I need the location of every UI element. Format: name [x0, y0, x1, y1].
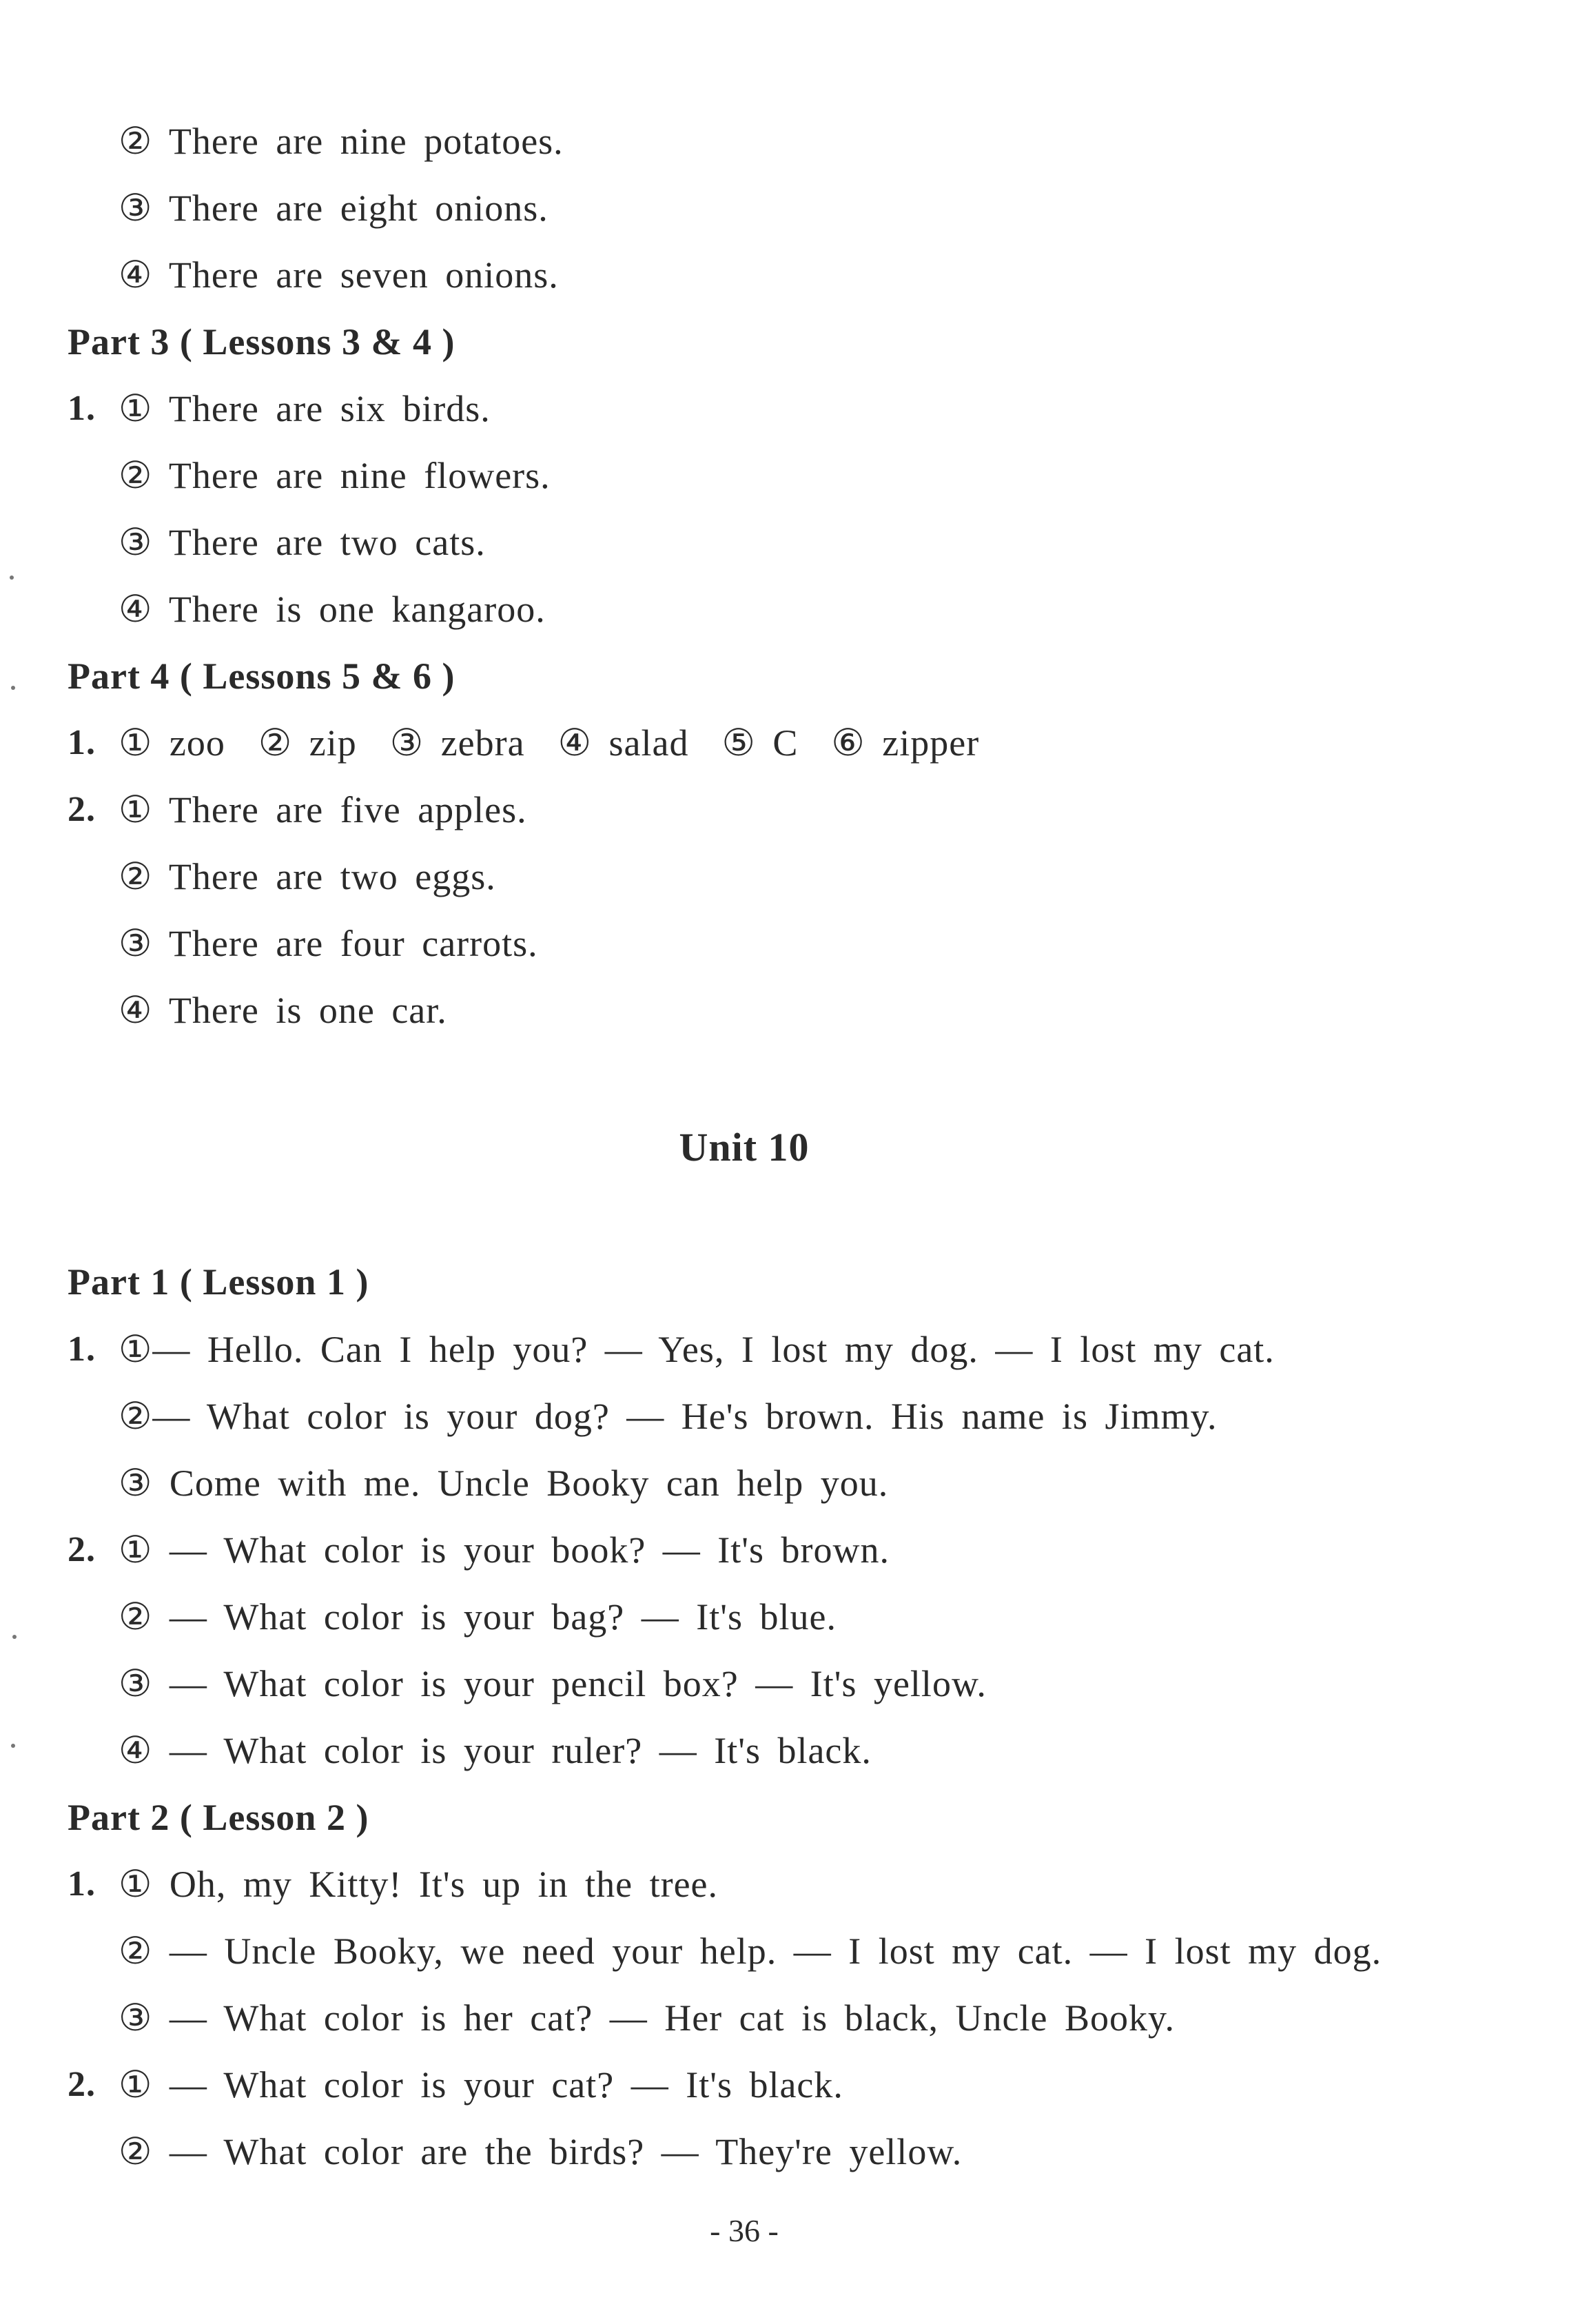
part-heading: Part 2 ( Lesson 2 ) — [68, 1797, 369, 1838]
question-number: 1. — [68, 1864, 96, 1904]
unit-title: Unit 10 — [679, 1125, 810, 1170]
question-number: 1. — [68, 1329, 96, 1369]
word-item: ① zoo — [119, 722, 225, 764]
word-item: ③ zebra — [389, 722, 525, 764]
scan-speck — [11, 686, 15, 690]
page-number: - 36 - — [710, 2213, 779, 2248]
part-heading: Part 1 ( Lesson 1 ) — [68, 1261, 369, 1303]
scan-speck — [10, 575, 14, 580]
question-number: 1. — [68, 389, 96, 428]
part-heading: Part 4 ( Lessons 5 & 6 ) — [68, 655, 455, 697]
question-number: 1. — [68, 723, 96, 762]
answer-key-page: ② There are nine potatoes. ③ There are eight onions. ④ There are seven onions. Part 3 ( Lessons 3 & 4 ) 1. ① There are six birds. ② There are nine flowers. ③ There are two cats. ④ There is one kangaroo. Part 4 ( Lessons 5 & 6 ) 1. ① zoo ② zip ③ zebra ④ salad ⑤ C ⑥ zipper 2. ① There are five apples. ② There are two eggs. ③ There are four carrots. ④ There is one car. Unit 10 Part 1 ( Lesson 1 ) 1. ①— Hello. Can I help you? — Yes, I lost my dog. — I lost my cat. ②— What color is your dog? — He's brown. His name is Jimmy. ③ Come with me. Uncle Booky can help you. 2. ① — What color is your book? — It's brown. ② — What color is your bag? — It's blue. ③ — What color is your pencil box? — It's yellow. ④ — What color is your ruler? — It's black. Part 2 ( Lesson 2 ) 1. ① Oh, my Kitty! It's up in the tree. ② — Uncle Booky, we need your help. — I lost my cat. — I lost my dog. ③ — What color is her cat? — Her cat is black, Uncle Booky. 2. ① — What color is your cat? — It's black. ② — What color are the birds? — They're yellow. - 36 - — [0, 0, 1589, 2324]
word-item: ② zip — [258, 722, 357, 764]
part-heading: Part 3 ( Lessons 3 & 4 ) — [68, 321, 455, 363]
word-item: ⑤ C — [721, 722, 799, 764]
word-item: ⑥ zipper — [831, 722, 980, 764]
question-number: 2. — [68, 2065, 96, 2104]
scan-speck — [12, 1635, 17, 1639]
word-item: ④ salad — [557, 722, 689, 764]
question-number: 2. — [68, 790, 96, 829]
word-list — [119, 715, 1012, 771]
question-number: 2. — [68, 1530, 96, 1569]
scan-speck — [11, 1744, 15, 1748]
